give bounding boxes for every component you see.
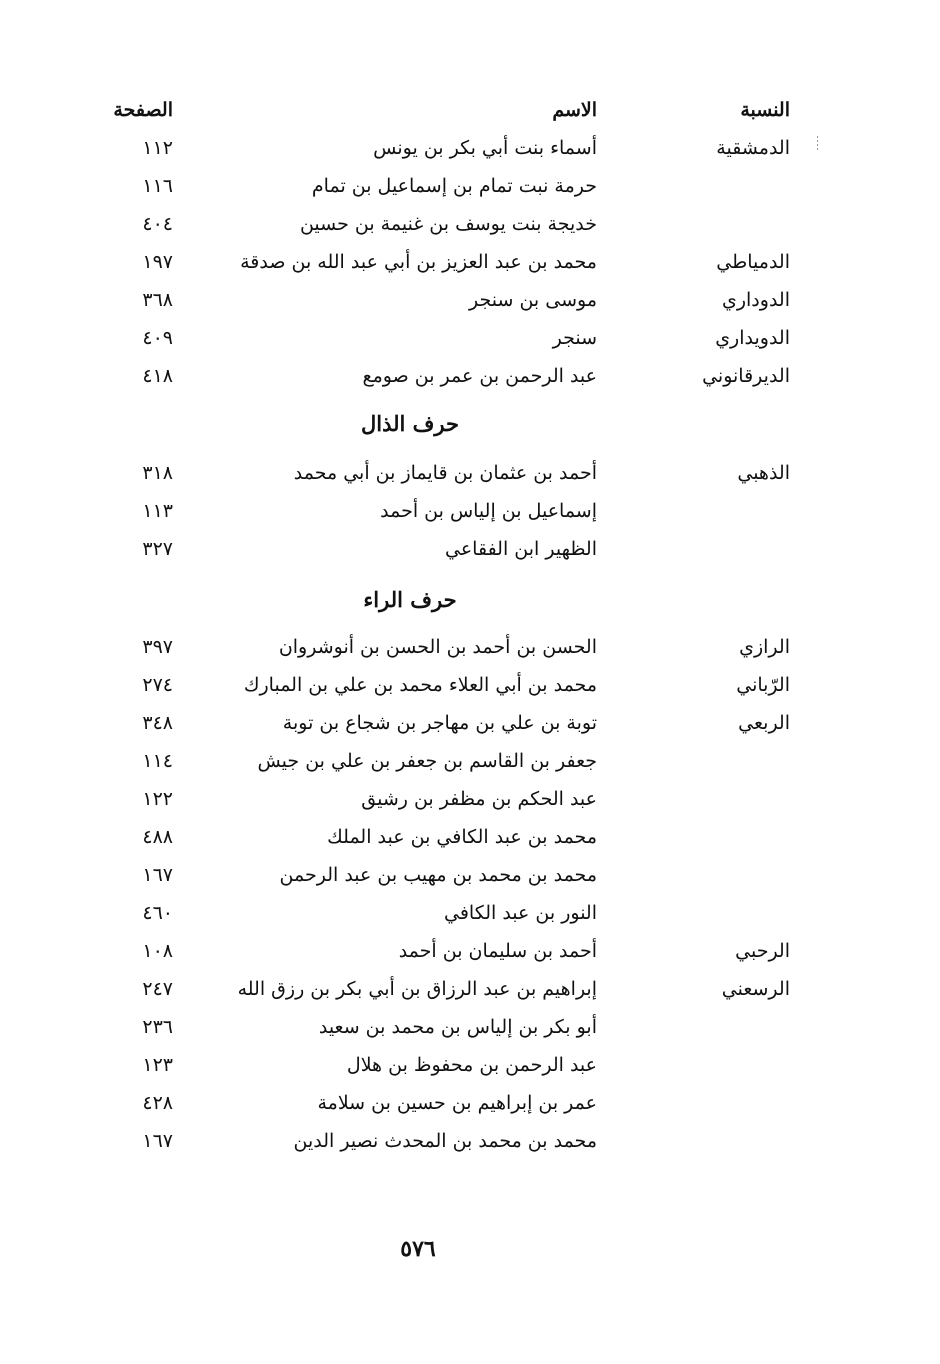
- entry-page: ١١٦: [142, 175, 173, 197]
- entry-page: ٤٠٩: [142, 327, 173, 349]
- index-entry: [0, 209, 940, 247]
- index-entry: [0, 496, 940, 534]
- entry-nisba: الدويداري: [715, 327, 790, 349]
- index-entry: [0, 632, 940, 670]
- entry-page: ٣١٨: [142, 462, 173, 484]
- header-page: الصفحة: [113, 99, 173, 121]
- entry-page: ٤٢٨: [142, 1092, 173, 1114]
- index-entry: [0, 708, 940, 746]
- entry-nisba: الرازي: [739, 636, 790, 658]
- entry-page: ١٩٧: [142, 251, 173, 273]
- index-entry: [0, 534, 940, 572]
- entry-page: ١٢٣: [142, 1054, 173, 1076]
- entry-nisba: الذهبي: [737, 462, 790, 484]
- entry-name: أسماء بنت أبي بكر بن يونس: [373, 137, 597, 159]
- index-entry: [0, 936, 940, 974]
- entry-name: موسى بن سنجر: [469, 289, 597, 311]
- entry-page: ١١٤: [142, 750, 173, 772]
- entry-name: سنجر: [552, 327, 597, 349]
- entry-page: ١٢٢: [142, 788, 173, 810]
- index-entry: [0, 822, 940, 860]
- index-entry: [0, 860, 940, 898]
- entry-nisba: الدمشقية: [716, 137, 790, 159]
- entry-name: محمد بن أبي العلاء محمد بن علي بن المبارك: [243, 674, 597, 696]
- entry-name: النور بن عبد الكافي: [444, 902, 597, 924]
- index-entry: [0, 247, 940, 285]
- entry-page: ٢٣٦: [142, 1016, 173, 1038]
- entry-page: ٤٦٠: [142, 902, 173, 924]
- entry-nisba: الرّباني: [736, 674, 790, 696]
- entry-nisba: الدوداري: [721, 289, 790, 311]
- index-entry: [0, 458, 940, 496]
- entry-name: أحمد بن سليمان بن أحمد: [398, 940, 597, 962]
- entry-name: عبد الحكم بن مظفر بن رشيق: [361, 788, 597, 810]
- index-entry: [0, 171, 940, 209]
- entry-page: ٢٧٤: [142, 674, 173, 696]
- entry-page: ٤٠٤: [142, 213, 173, 235]
- entry-name: جعفر بن القاسم بن جعفر بن علي بن جيش: [257, 750, 597, 772]
- index-entry: [0, 974, 940, 1012]
- entry-name: أبو بكر بن إلياس بن محمد بن سعيد: [318, 1016, 597, 1038]
- entry-page: ٢٤٧: [142, 978, 173, 1000]
- entry-name: عمر بن إبراهيم بن حسين بن سلامة: [317, 1092, 597, 1114]
- entry-name: إسماعيل بن إلياس بن أحمد: [380, 500, 597, 522]
- entry-nisba: الديرقانوني: [702, 365, 790, 387]
- entry-name: محمد بن محمد بن المحدث نصير الدين: [293, 1130, 597, 1152]
- index-entry: [0, 1012, 940, 1050]
- entry-name: خديجة بنت يوسف بن غنيمة بن حسين: [299, 213, 597, 235]
- entry-nisba: الدمياطي: [716, 251, 790, 273]
- index-entry: [0, 1088, 940, 1126]
- entry-name: توبة بن علي بن مهاجر بن شجاع بن توبة: [282, 712, 597, 734]
- index-entry: [0, 323, 940, 361]
- entry-name: إبراهيم بن عبد الرزاق بن أبي بكر بن رزق الله: [237, 978, 597, 1000]
- entry-nisba: الرسعني: [721, 978, 790, 1000]
- entry-name: محمد بن عبد الكافي بن عبد الملك: [327, 826, 597, 848]
- index-entry: [0, 670, 940, 708]
- section-heading-ra: حرف الراء: [363, 587, 457, 612]
- index-entry: [0, 1050, 940, 1088]
- entry-page: ٤٨٨: [142, 826, 173, 848]
- column-header-row: [0, 95, 940, 133]
- header-nisba: النسبة: [740, 99, 790, 121]
- entry-nisba: الربعي: [738, 712, 790, 734]
- section-heading-dhal: حرف الذال: [361, 411, 459, 436]
- entry-name: الحسن بن أحمد بن الحسن بن أنوشروان: [278, 636, 597, 658]
- entry-name: عبد الرحمن بن محفوظ بن هلال: [346, 1054, 597, 1076]
- index-entry: [0, 784, 940, 822]
- entry-name: حرمة نبت تمام بن إسماعيل بن تمام: [311, 175, 597, 197]
- entry-page: ١١٣: [142, 500, 173, 522]
- page-number: ٥٧٦: [400, 1236, 436, 1262]
- index-entry: [0, 898, 940, 936]
- entry-name: محمد بن محمد بن مهيب بن عبد الرحمن: [279, 864, 597, 886]
- entry-name: محمد بن عبد العزيز بن أبي عبد الله بن صدقة: [240, 251, 597, 273]
- entry-nisba: الرحبي: [735, 940, 790, 962]
- entry-page: ١٦٧: [142, 1130, 173, 1152]
- header-name: الاسم: [552, 99, 597, 121]
- index-entry: [0, 746, 940, 784]
- entry-page: ٣٩٧: [142, 636, 173, 658]
- entry-page: ١٠٨: [142, 940, 173, 962]
- index-entry: [0, 361, 940, 399]
- entry-name: الظهير ابن الفقاعي: [445, 538, 597, 560]
- index-entry: [0, 1126, 940, 1164]
- entry-name: أحمد بن عثمان بن قايماز بن أبي محمد: [293, 462, 597, 484]
- entry-name: عبد الرحمن بن عمر بن صومع: [362, 365, 597, 387]
- entry-page: ١٦٧: [142, 864, 173, 886]
- entry-page: ٤١٨: [142, 365, 173, 387]
- entry-page: ٣٢٧: [142, 538, 173, 560]
- entry-page: ٣٤٨: [142, 712, 173, 734]
- index-entry: [0, 285, 940, 323]
- index-entry: [0, 133, 940, 171]
- entry-page: ١١٢: [142, 137, 173, 159]
- entry-page: ٣٦٨: [142, 289, 173, 311]
